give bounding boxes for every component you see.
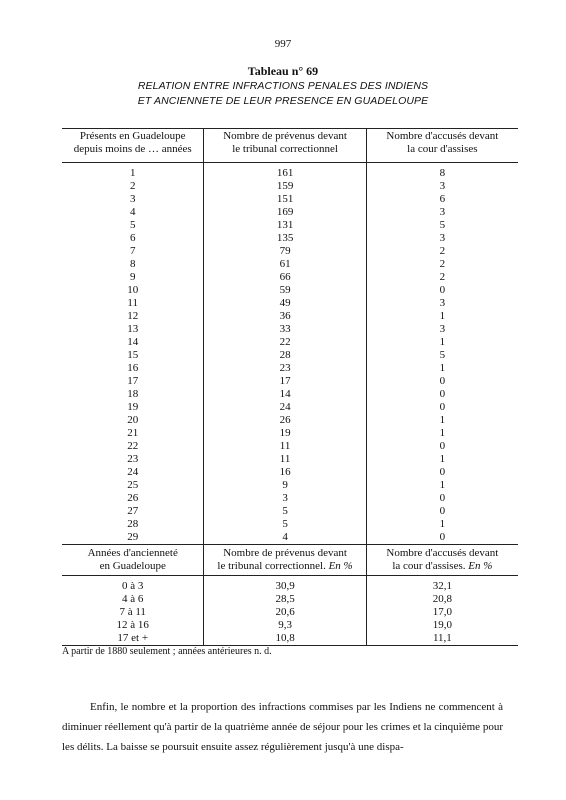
table2-row-cell: 10,8	[204, 632, 366, 646]
table1-row	[62, 492, 518, 505]
table1-row-cell: 0	[439, 284, 446, 296]
table1-row-cell: 5	[439, 349, 446, 361]
table1-row-cell: 151	[204, 193, 366, 206]
table1-row-cell: 8	[129, 258, 136, 270]
table1-row-cell: 8	[439, 167, 446, 179]
table1-row-cell: 9	[129, 271, 136, 283]
table2-row-cell: 12 à 16	[116, 619, 149, 631]
table1-row	[62, 466, 518, 479]
table2-row-cell: 28,5	[204, 593, 366, 606]
table1-row	[62, 258, 518, 271]
table1-row	[62, 232, 518, 245]
table1-row-cell: 5	[204, 505, 366, 518]
table-subtitle-line-1: RELATION ENTRE INFRACTIONS PENALES DES INDIENS	[137, 80, 429, 92]
table1-row-cell: 22	[204, 336, 366, 349]
table1-row-cell: 135	[204, 232, 366, 245]
table1-row	[62, 427, 518, 440]
table1-row-cell: 16	[127, 362, 139, 374]
table1-row	[62, 271, 518, 284]
table1-row-cell: 14	[127, 336, 139, 348]
table2-header-col1: Années d'ancienneté en Guadeloupe	[87, 547, 178, 572]
statistics-table	[62, 128, 518, 646]
table1-row-cell: 4	[129, 206, 136, 218]
table1-row-cell: 2	[439, 258, 446, 270]
table1-row	[62, 180, 518, 193]
table1-header-col1: Présents en Guadeloupe depuis moins de … années	[73, 130, 192, 155]
table2-body	[62, 580, 518, 646]
table1-row-cell: 6	[129, 232, 136, 244]
table1-row-cell: 66	[204, 271, 366, 284]
table1-row-cell: 59	[204, 284, 366, 297]
table1-row-cell: 19	[127, 401, 139, 413]
table1-row-cell: 16	[204, 466, 366, 479]
table2-row	[62, 619, 518, 632]
table1-header-col2: Nombre de prévenus devant le tribunal correctionnel	[204, 129, 366, 163]
table1-row-cell: 3	[439, 180, 446, 192]
table-footnote: A partir de 1880 seulement ; années antérieures n. d.	[62, 646, 272, 657]
table1-header-row	[62, 129, 518, 163]
table1-row-cell: 5	[204, 518, 366, 531]
table1-row-cell: 3	[439, 323, 446, 335]
table2-header-row	[62, 545, 518, 576]
table1-row	[62, 219, 518, 232]
table1-row-cell: 27	[127, 505, 139, 517]
table1-row-cell: 1	[439, 414, 446, 426]
table1-row-cell: 0	[439, 492, 446, 504]
table1-row	[62, 167, 518, 180]
table1-row-cell: 26	[204, 414, 366, 427]
table1-row-cell: 1	[439, 518, 446, 530]
table1-row-cell: 17	[204, 375, 366, 388]
table1-row	[62, 414, 518, 427]
table1-row	[62, 401, 518, 414]
table1-row-cell: 3	[204, 492, 366, 505]
table1-row-cell: 1	[439, 362, 446, 374]
table1-row-cell: 11	[204, 440, 366, 453]
table1-row-cell: 22	[127, 440, 139, 452]
table1-row-cell: 1	[439, 336, 446, 348]
table1-row	[62, 453, 518, 466]
table1-row-cell: 26	[127, 492, 139, 504]
table2-row-cell: 17,0	[432, 606, 452, 618]
table1-row-cell: 6	[439, 193, 446, 205]
table2-row	[62, 632, 518, 646]
table1-row-cell: 0	[439, 466, 446, 478]
table2-header-col2: Nombre de prévenus devant le tribunal correctionnel. En %	[204, 545, 366, 576]
table1-row-cell: 36	[204, 310, 366, 323]
table1-row-cell: 3	[129, 193, 136, 205]
table1-row-cell: 11	[127, 297, 138, 309]
table1-row-cell: 21	[127, 427, 139, 439]
table1-row-cell: 11	[204, 453, 366, 466]
table1-row-cell: 0	[439, 388, 446, 400]
table2-row-cell: 19,0	[432, 619, 452, 631]
table1-row-cell: 79	[204, 245, 366, 258]
table1-row-cell: 28	[127, 518, 139, 530]
table2-row	[62, 593, 518, 606]
table1-row	[62, 206, 518, 219]
table1-row-cell: 2	[439, 271, 446, 283]
table1-row-cell: 23	[127, 453, 139, 465]
table1-row	[62, 518, 518, 531]
table1-row	[62, 323, 518, 336]
table1-row-cell: 49	[204, 297, 366, 310]
table1-row-cell: 24	[204, 401, 366, 414]
table1-row	[62, 362, 518, 375]
table1-row-cell: 23	[204, 362, 366, 375]
table1-row-cell: 0	[439, 401, 446, 413]
table1-row	[62, 336, 518, 349]
table1-row	[62, 375, 518, 388]
table1-row-cell: 131	[204, 219, 366, 232]
table1-row-cell: 3	[439, 232, 446, 244]
page-number: 997	[274, 38, 292, 50]
table1-row-cell: 1	[439, 427, 446, 439]
table2-row-cell: 32,1	[432, 580, 452, 592]
table1-row-cell: 24	[127, 466, 139, 478]
table1-row-cell: 17	[127, 375, 139, 387]
table2-row	[62, 606, 518, 619]
table1-row-cell: 10	[127, 284, 139, 296]
table1-row-cell: 1	[439, 310, 446, 322]
table1-row-cell: 15	[127, 349, 139, 361]
table1-row	[62, 505, 518, 518]
table1-row-cell: 12	[127, 310, 139, 322]
table1-row-cell: 5	[439, 219, 446, 231]
table-number: Tableau n° 69	[247, 64, 319, 78]
table2-row-cell: 20,8	[432, 593, 452, 605]
table1-row	[62, 531, 518, 545]
table1-row-cell: 18	[127, 388, 139, 400]
table1-row-cell: 29	[62, 531, 204, 545]
table1-row	[62, 479, 518, 492]
table1-row-cell: 0	[439, 505, 446, 517]
table1-row-cell: 1	[129, 167, 136, 179]
table1-row-cell: 25	[127, 479, 139, 491]
table1-row-cell: 0	[439, 375, 446, 387]
table1-row	[62, 297, 518, 310]
table1-row-cell: 4	[204, 531, 366, 545]
table2-row-cell: 20,6	[204, 606, 366, 619]
table1-row-cell: 1	[439, 453, 446, 465]
table1-row-cell: 3	[439, 297, 446, 309]
table1-row-cell: 20	[127, 414, 139, 426]
table1-row-cell: 14	[204, 388, 366, 401]
table1-row-cell: 61	[204, 258, 366, 271]
table2-row-cell: 17 et +	[62, 632, 204, 646]
table2-row-cell: 30,9	[204, 580, 366, 593]
table2-row-cell: 7 à 11	[119, 606, 146, 618]
table2-header-col3: Nombre d'accusés devant la cour d'assises. En %	[386, 547, 499, 572]
table1-row-cell: 13	[127, 323, 139, 335]
table1-row	[62, 284, 518, 297]
table2-row-cell: 0 à 3	[122, 580, 144, 592]
table1-row-cell: 169	[204, 206, 366, 219]
table1-row-cell: 2	[439, 245, 446, 257]
table1-row-cell: 28	[204, 349, 366, 362]
table1-body	[62, 167, 518, 545]
table2-row-cell: 4 à 6	[122, 593, 144, 605]
table1-row-cell: 5	[129, 219, 136, 231]
table1-row	[62, 193, 518, 206]
table1-row-cell: 7	[129, 245, 136, 257]
table1-row-cell: 33	[204, 323, 366, 336]
table1-row-cell: 19	[204, 427, 366, 440]
table2-row-cell: 9,3	[204, 619, 366, 632]
table1-row-cell: 159	[204, 180, 366, 193]
table-subtitle-line-2: ET ANCIENNETE DE LEUR PRESENCE EN GUADELOUPE	[137, 95, 429, 107]
table1-row-cell: 9	[204, 479, 366, 492]
table1-row	[62, 310, 518, 323]
table1-row	[62, 440, 518, 453]
table1-row	[62, 245, 518, 258]
table2-row	[62, 580, 518, 593]
table1-row-cell: 161	[204, 167, 366, 180]
table1-row-cell: 1	[439, 479, 446, 491]
table1-header-col3: Nombre d'accusés devant la cour d'assises	[386, 130, 499, 155]
table1-row-cell: 3	[439, 206, 446, 218]
body-paragraph: Enfin, le nombre et la proportion des infractions commises par les Indiens ne commencent à diminuer réellement qu'à partir de la quatrième année de séjour pour les crimes et la cinquième pour les délits. La baisse se poursuit ensuite assez régulièrement jusqu'à une dispa-	[62, 701, 503, 753]
table-title-block	[0, 64, 566, 109]
table1-row	[62, 349, 518, 362]
table1-row	[62, 388, 518, 401]
table2-row-cell: 11,1	[366, 632, 518, 646]
table1-row-cell: 0	[366, 531, 518, 545]
table1-row-cell: 0	[439, 440, 446, 452]
table1-row-cell: 2	[129, 180, 136, 192]
